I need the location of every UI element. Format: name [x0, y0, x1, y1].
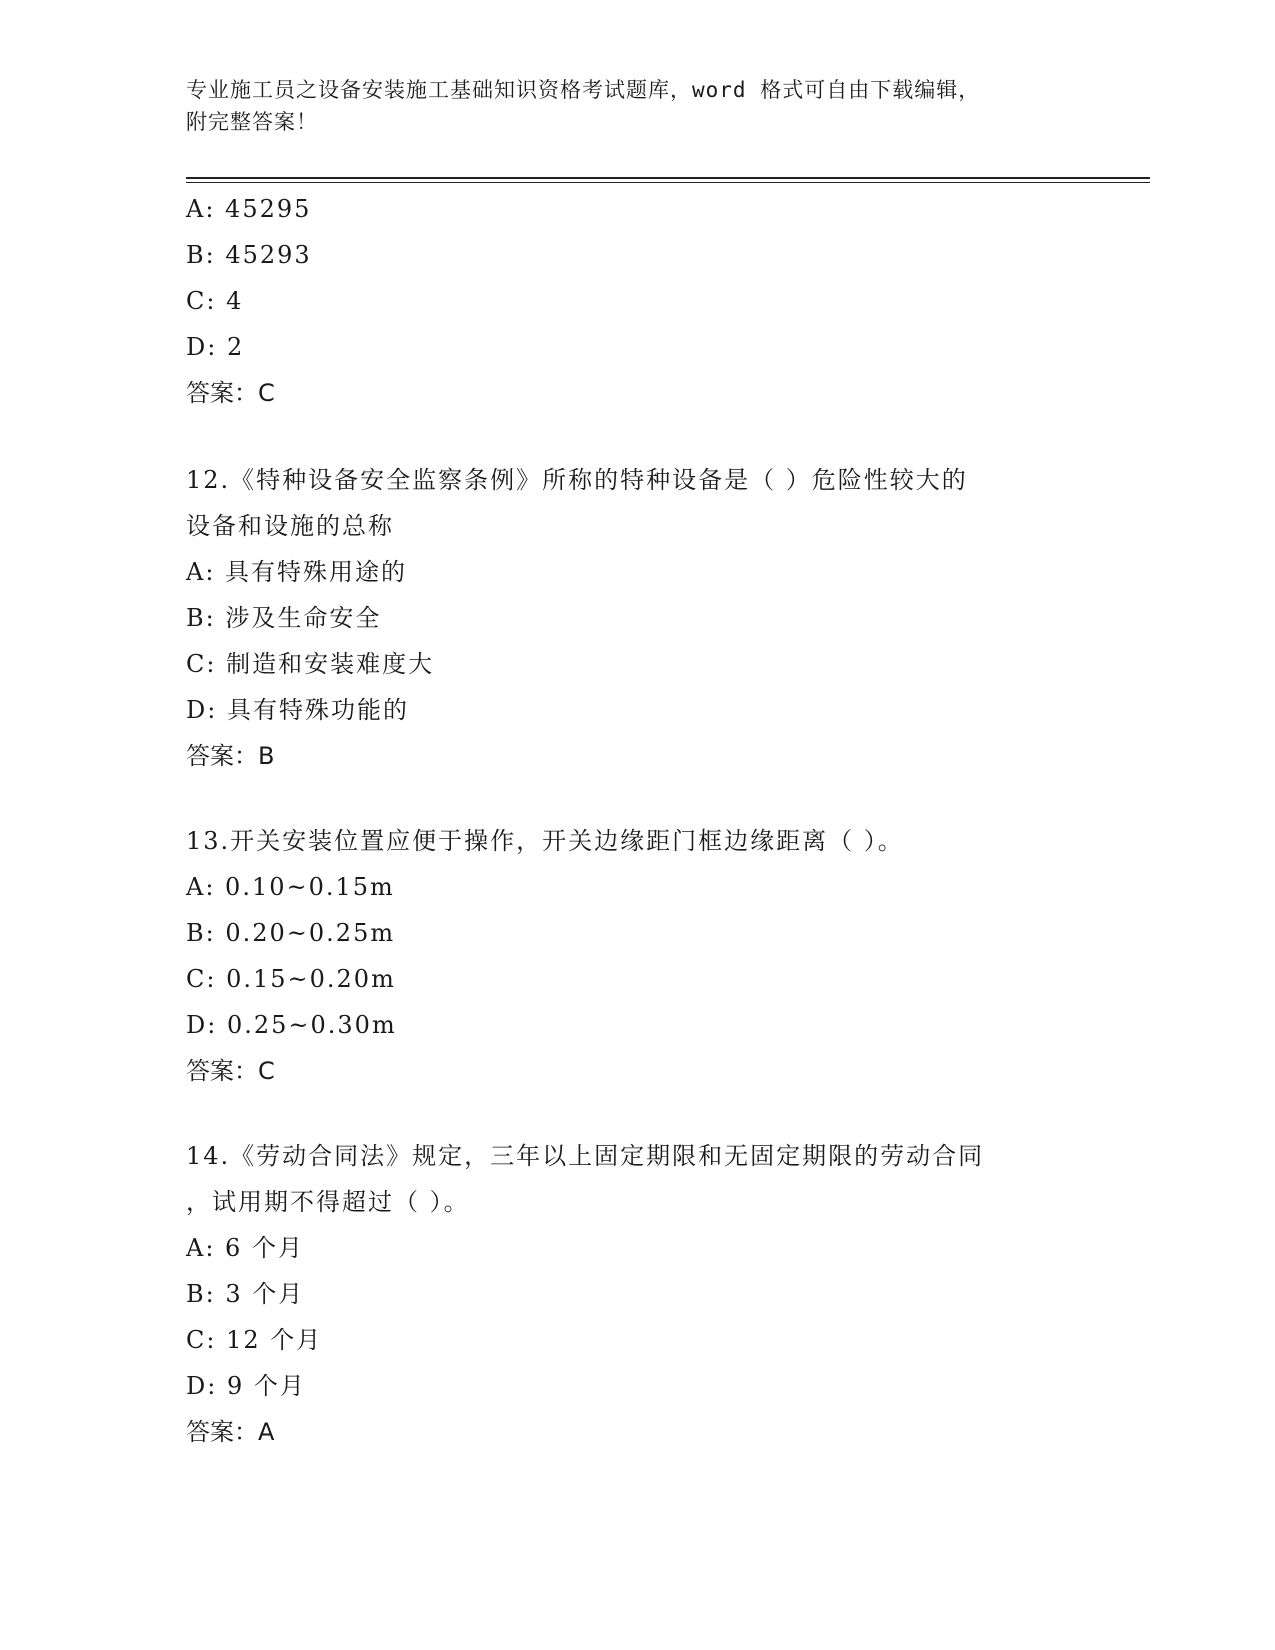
- option-c: C: 0.15~0.20m: [186, 965, 396, 993]
- option-a: A: 具有特殊用途的: [186, 558, 408, 586]
- option-a: A: 6 个月: [186, 1234, 304, 1262]
- header-divider-thin: [186, 182, 1150, 183]
- option-b: B: 45293: [186, 241, 312, 269]
- option-b: B: 涉及生命安全: [186, 604, 382, 632]
- option-c: C: 12 个月: [186, 1326, 323, 1354]
- option-d: D: 2: [186, 333, 245, 361]
- question-stem-line-1: 13.开关安装位置应便于操作，开关边缘距门框边缘距离（ ）。: [186, 827, 904, 855]
- question-stem-line-2: 设备和设施的总称: [186, 512, 394, 540]
- answer-line: 答案：C: [186, 1057, 275, 1085]
- option-d: D: 0.25~0.30m: [186, 1011, 397, 1039]
- question-11: [186, 186, 1086, 416]
- option-a: A: 0.10~0.15m: [186, 873, 395, 901]
- option-b: B: 0.20~0.25m: [186, 919, 396, 947]
- option-a: A: 45295: [186, 195, 312, 223]
- answer-line: 答案：B: [186, 742, 275, 770]
- header-line-2: 附完整答案！: [186, 110, 318, 134]
- document-header: [186, 74, 1106, 138]
- question-12: [186, 457, 1086, 779]
- header-line-1: 专业施工员之设备安装施工基础知识资格考试题库，word 格式可自由下载编辑，: [186, 78, 981, 102]
- answer-line: 答案：C: [186, 379, 275, 407]
- question-14: [186, 1133, 1086, 1455]
- option-b: B: 3 个月: [186, 1280, 305, 1308]
- header-divider-thick: [186, 177, 1150, 179]
- option-c: C: 4: [186, 287, 244, 315]
- option-d: D: 9 个月: [186, 1372, 306, 1400]
- option-d: D: 具有特殊功能的: [186, 696, 409, 724]
- question-stem-line-1: 12.《特种设备安全监察条例》所称的特种设备是（ ）危险性较大的: [186, 466, 968, 494]
- answer-line: 答案：A: [186, 1418, 275, 1446]
- question-stem-line-2: ，试用期不得超过（ ）。: [186, 1188, 470, 1216]
- question-13: [186, 818, 1086, 1094]
- option-c: C: 制造和安装难度大: [186, 650, 435, 678]
- question-stem-line-1: 14.《劳动合同法》规定，三年以上固定期限和无固定期限的劳动合同: [186, 1142, 985, 1170]
